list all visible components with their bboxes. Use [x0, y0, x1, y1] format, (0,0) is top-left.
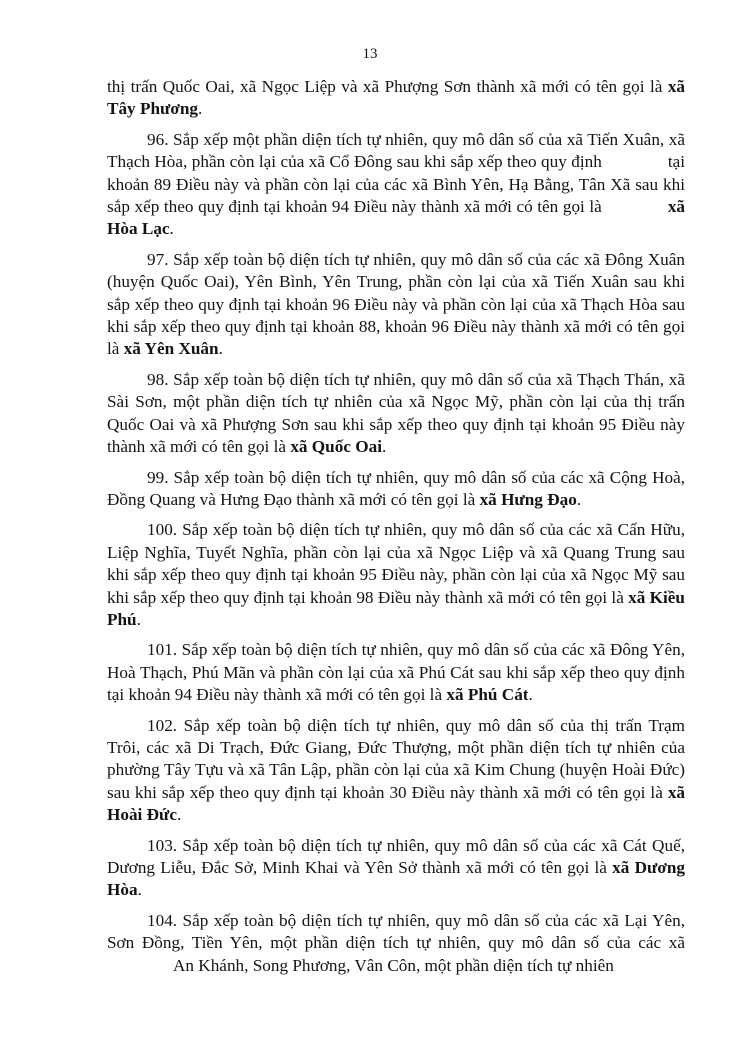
paragraph-98: 98. Sắp xếp toàn bộ diện tích tự nhiên, quy mô dân số của xã Thạch Thán, xã Sài Sơn, một phần diện tích tự nhiên của xã Ngọc Mỹ, phần còn lại của thị trấn Quốc Oai và xã Phượng Sơn sau khi sắp xếp theo quy định tại khoản 95 Điều này thành xã mới có tên gọi là xã Quốc Oai. [107, 369, 685, 457]
commune-name: xã Hưng Đạo [479, 489, 577, 509]
paragraph-continued: thị trấn Quốc Oai, xã Ngọc Liệp và xã Phượng Sơn thành xã mới có tên gọi là xã Tây Phương. [107, 77, 685, 119]
commune-name: xã Kiều Phú [107, 587, 685, 629]
paragraph-text: 99. Sắp xếp toàn bộ diện tích tự nhiên, quy mô dân số của các xã Cộng Hoà, Đồng Quang và Hưng Đạo thành xã mới có tên gọi là [107, 467, 685, 509]
commune-name: xã Dương Hòa [107, 858, 685, 900]
paragraph-text: 98. Sắp xếp toàn bộ diện tích tự nhiên, quy mô dân số của xã Thạch Thán, xã Sài Sơn, một phần diện tích tự nhiên của xã Ngọc Mỹ, phần còn lại của thị trấn Quốc Oai và xã Phượng Sơn sau khi sắp xếp theo quy định tại khoản 95 Điều này thành xã mới có tên gọi là [107, 369, 685, 457]
paragraph-100: 100. Sắp xếp toàn bộ diện tích tự nhiên, quy mô dân số của các xã Cấn Hữu, Liệp Nghĩa, Tuyết Nghĩa, phần còn lại của xã Ngọc Liệp và xã Quang Trung sau khi sắp xếp theo quy định tại khoản 95 Điều này, phần còn lại của xã Ngọc Mỹ sau khi sắp xếp theo quy định tại khoản 98 Điều này thành xã mới có tên gọi là xã Kiều Phú. [107, 520, 685, 629]
paragraph-103: 103. Sắp xếp toàn bộ diện tích tự nhiên, quy mô dân số của các xã Cát Quế, Dương Liễu, Đắc Sở, Minh Khai và Yên Sở thành xã mới có tên gọi là xã Dương Hòa. [107, 835, 685, 900]
paragraph-101: 101. Sắp xếp toàn bộ diện tích tự nhiên, quy mô dân số của các xã Đông Yên, Hoà Thạch, Phú Mãn và phần còn lại của xã Phú Cát sau khi sắp xếp theo quy định tại khoản 94 Điều này thành xã mới có tên gọi là xã Phú Cát. [107, 640, 685, 705]
paragraph-text: An Khánh, Song Phương, Vân Côn, một phần diện tích tự nhiên [173, 955, 614, 975]
paragraph-text: 96. Sắp xếp một phần diện tích tự nhiên, quy mô dân số của xã Tiến Xuân, xã Thạch Hòa, phần còn lại của xã Cổ Đông sau khi sắp xếp theo quy định [107, 129, 685, 172]
paragraph-102: 102. Sắp xếp toàn bộ diện tích tự nhiên, quy mô dân số của thị trấn Trạm Trôi, các xã Di Trạch, Đức Giang, Đức Thượng, một phần diện tích tự nhiên của phường Tây Tựu và xã Tân Lập, phần còn lại của xã Kim Chung (huyện Hoài Đức) sau khi sắp xếp theo quy định tại khoản 30 Điều này thành xã mới có tên gọi là xã Hoài Đức. [107, 715, 685, 825]
paragraph-97: 97. Sắp xếp toàn bộ diện tích tự nhiên, quy mô dân số của các xã Đông Xuân (huyện Quốc Oai), Yên Bình, Yên Trung, phần còn lại của xã Tiến Xuân sau khi sắp xếp theo quy định tại khoản 96 Điều này và phần còn lại của xã Thạch Hòa sau khi sắp xếp theo quy định tại khoản 88, khoản 96 Điều này thành xã mới có tên gọi là xã Yên Xuân. [107, 249, 685, 359]
commune-name: xã Tây Phương [107, 77, 685, 119]
paragraph-text: 101. Sắp xếp toàn bộ diện tích tự nhiên, quy mô dân số của các xã Đông Yên, Hoà Thạch, Phú Mãn và phần còn lại của xã Phú Cát sau khi sắp xếp theo quy định tại khoản 94 Điều này thành xã mới có tên gọi là [107, 640, 685, 705]
paragraph-text: 103. Sắp xếp toàn bộ diện tích tự nhiên, quy mô dân số của các xã Cát Quế, Dương Liễu, Đắc Sở, Minh Khai và Yên Sở thành xã mới có tên gọi là [107, 835, 685, 877]
document-body [107, 76, 685, 985]
commune-name: xã Phú Cát [446, 685, 529, 705]
paragraph-text: thị trấn Quốc Oai, xã Ngọc Liệp và xã Phượng Sơn thành xã mới có tên gọi là [107, 77, 668, 96]
paragraph-text: tại khoản 89 Điều này và phần còn lại của các xã Bình Yên, Hạ Bằng, Tân Xã sau khi sắp xếp theo quy định tại khoản 94 Điều này thành xã mới có tên gọi là [107, 152, 685, 217]
paragraph-104 [107, 910, 685, 977]
paragraph-99: 99. Sắp xếp toàn bộ diện tích tự nhiên, quy mô dân số của các xã Cộng Hoà, Đồng Quang và Hưng Đạo thành xã mới có tên gọi là xã Hưng Đạo. [107, 467, 685, 509]
paragraph-text: 104. Sắp xếp toàn bộ diện tích tự nhiên, quy mô dân số của các xã Lại Yên, Sơn Đồng, Tiền Yên, một phần diện tích tự nhiên, quy mô dân số của các xã [107, 910, 685, 953]
commune-name: xã Yên Xuân [123, 339, 219, 359]
paragraph-text: 102. Sắp xếp toàn bộ diện tích tự nhiên, quy mô dân số của thị trấn Trạm Trôi, các xã Di Trạch, Đức Giang, Đức Thượng, một phần diện tích tự nhiên của phường Tây Tựu và xã Tân Lập, phần còn lại của xã Kim Chung (huyện Hoài Đức) sau khi sắp xếp theo quy định tại khoản 30 Điều này thành xã mới có tên gọi là [107, 715, 685, 802]
paragraph-text: 100. Sắp xếp toàn bộ diện tích tự nhiên, quy mô dân số của các xã Cấn Hữu, Liệp Nghĩa, Tuyết Nghĩa, phần còn lại của xã Ngọc Liệp và xã Quang Trung sau khi sắp xếp theo quy định tại khoản 95 Điều này, phần còn lại của xã Ngọc Mỹ sau khi sắp xếp theo quy định tại khoản 98 Điều này thành xã mới có tên gọi là [107, 520, 685, 607]
commune-name: xã Quốc Oai [290, 437, 382, 457]
paragraph-96: 96. Sắp xếp một phần diện tích tự nhiên, quy mô dân số của xã Tiến Xuân, xã Thạch Hòa, phần còn lại của xã Cổ Đông sau khi sắp xếp theo quy định tại khoản 89 Điều này và phần còn lại của các xã Bình Yên, Hạ Bằng, Tân Xã sau khi sắp xếp theo quy định tại khoản 94 Điều này thành xã mới có tên gọi là xã Hòa Lạc. [107, 129, 685, 239]
commune-name: xã Hoài Đức [107, 782, 685, 825]
page-number: 13 [362, 46, 378, 62]
paragraph-text: 97. Sắp xếp toàn bộ diện tích tự nhiên, quy mô dân số của các xã Đông Xuân (huyện Quốc Oai), Yên Bình, Yên Trung, phần còn lại của xã Tiến Xuân sau khi sắp xếp theo quy định tại khoản 96 Điều này và phần còn lại của xã Thạch Hòa sau khi sắp xếp theo quy định tại khoản 88, khoản 96 Điều này thành xã mới có tên gọi là [107, 249, 685, 359]
commune-name: xã Hòa Lạc [107, 197, 685, 239]
